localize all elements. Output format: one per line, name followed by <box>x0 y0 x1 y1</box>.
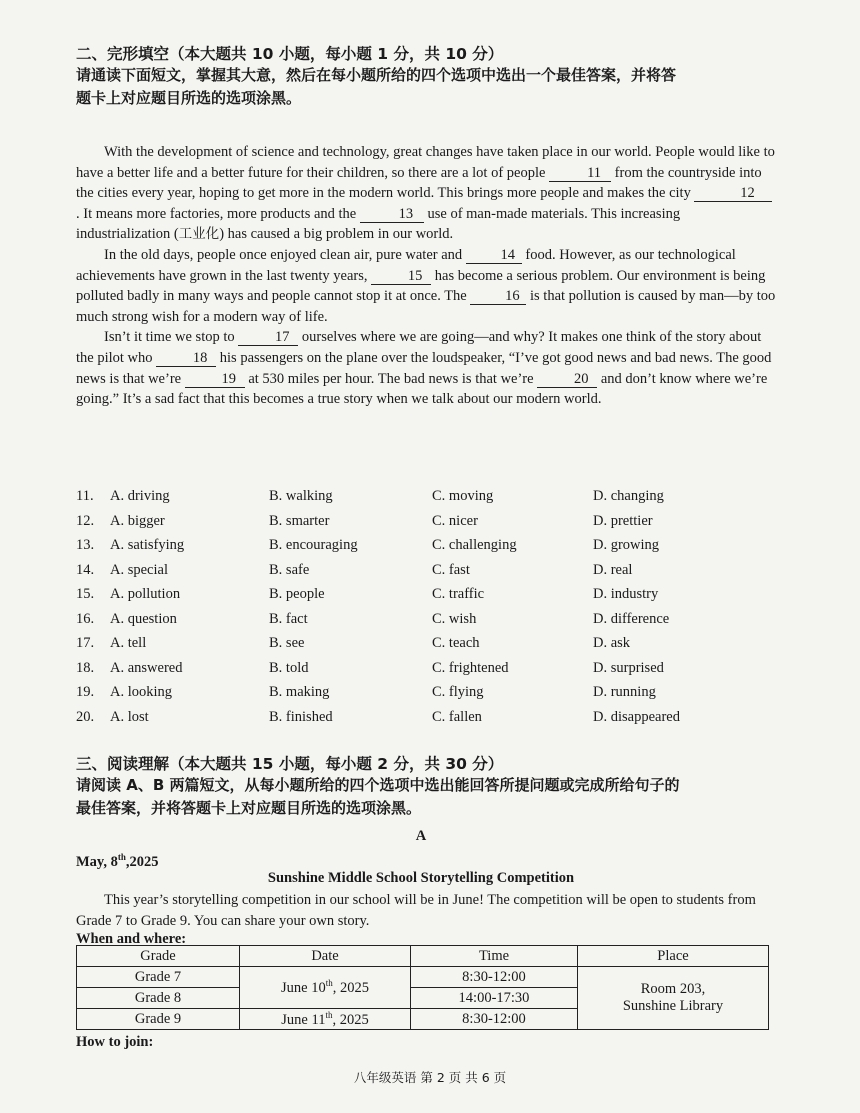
option-a: A. driving <box>110 488 170 504</box>
option-d: D. difference <box>593 610 670 627</box>
option-c: C. frightened <box>432 659 509 676</box>
date-year: , 2025 <box>332 979 369 996</box>
section-2-instruction-line-2: 题卡上对应题目所选的选项涂黑。 <box>76 89 302 107</box>
passage-label: A <box>415 828 427 844</box>
option-c: C. challenging <box>432 537 517 553</box>
option-row <box>76 537 776 562</box>
option-d: D. running <box>593 684 656 700</box>
blank-17: 17 <box>238 329 298 346</box>
option-a: A. satisfying <box>110 537 185 553</box>
option-d: D. industry <box>593 586 659 602</box>
option-b: B. walking <box>269 488 333 504</box>
blank-15: 15 <box>371 268 431 285</box>
notice-intro-text: This year’s storytelling competition in our school will be in June! The competition will be open to students from Grade 7 to Grade 9. You can share your own story. <box>76 892 756 929</box>
option-a: A. special <box>110 561 168 578</box>
blank-11: 11 <box>549 165 611 182</box>
notice-intro <box>76 890 776 931</box>
date-text: June 11 <box>281 1011 326 1028</box>
option-row <box>76 611 776 636</box>
option-row <box>76 586 776 611</box>
option-b: B. making <box>269 684 330 700</box>
date-year: , 2025 <box>332 1011 369 1028</box>
cell-place <box>578 967 769 1030</box>
date-sup: th <box>325 1009 333 1020</box>
option-d: D. prettier <box>593 512 653 529</box>
option-row <box>76 684 776 709</box>
section-3-instruction-line-1: 请阅读 A、B 两篇短文，从每小题所给的四个选项中选出能回答所提问题或完成所给句子的 <box>76 776 680 794</box>
option-a: A. question <box>110 610 177 627</box>
option-d: D. disappeared <box>593 708 680 725</box>
question-number: 12. <box>76 512 95 529</box>
cloze-text: In the old days, people once enjoyed clean air, pure water and <box>104 246 466 263</box>
date-text: June 10 <box>281 979 326 996</box>
question-number: 19. <box>76 684 95 700</box>
option-c: C. teach <box>432 635 480 651</box>
section-3-instruction <box>76 774 766 820</box>
header-date: Date <box>240 946 411 967</box>
cloze-text: is that pollution is caused by man—by too much strong wish for a modern way of life. <box>76 288 776 325</box>
date-sup: th <box>117 852 126 862</box>
question-number: 18. <box>76 659 95 676</box>
date-text: May, 8 <box>76 853 118 870</box>
option-a: A. bigger <box>110 512 165 529</box>
option-c: C. wish <box>432 610 477 627</box>
option-c: C. fallen <box>432 708 482 725</box>
cell-time: 8:30-12:00 <box>411 967 578 988</box>
option-b: B. smarter <box>269 512 330 529</box>
header-grade: Grade <box>77 946 240 967</box>
option-b: B. safe <box>269 561 310 578</box>
place-line-1: Room 203, <box>640 981 706 997</box>
blank-14: 14 <box>466 247 522 264</box>
option-a: A. tell <box>110 635 147 651</box>
cell-grade: Grade 9 <box>77 1009 240 1030</box>
option-b: B. told <box>269 659 309 676</box>
cloze-text: ourselves where we are going—and why? It makes one think of the story about the pilot who <box>76 329 762 366</box>
when-where-label: When and where: <box>76 931 187 947</box>
option-b: B. finished <box>269 708 333 725</box>
option-row <box>76 660 776 685</box>
cloze-passage <box>76 142 776 410</box>
option-c: C. traffic <box>432 586 485 602</box>
option-d: D. real <box>593 561 633 578</box>
cell-grade: Grade 7 <box>77 967 240 988</box>
cloze-text: has become a serious problem. Our environment is being polluted badly in many ways and people cannot stop it at once. The <box>76 267 766 305</box>
blank-12: 12 <box>694 185 772 202</box>
option-b: B. people <box>269 586 325 602</box>
option-a: A. lost <box>110 708 149 725</box>
option-d: D. changing <box>593 488 664 504</box>
cloze-text-chinese: 工业化 <box>178 226 220 243</box>
blank-13: 13 <box>360 206 424 223</box>
table-header-row <box>77 946 769 967</box>
cloze-text: his passengers on the plane over the loudspeaker, “I’ve got good news and bad news. The good news is that we’re <box>76 349 772 387</box>
cloze-text: With the development of science and technology, great changes have taken place in our world. People would like to have a better life and a better future for their children, so there are a lot of people <box>76 144 775 181</box>
blank-20: 20 <box>537 371 597 388</box>
option-row <box>76 562 776 587</box>
option-row <box>76 488 776 513</box>
option-d: D. growing <box>593 537 660 553</box>
header-place: Place <box>578 946 769 967</box>
header-time: Time <box>411 946 578 967</box>
cloze-paragraph-3 <box>76 327 776 409</box>
blank-18: 18 <box>156 350 216 367</box>
section-2-heading: 二、完形填空（本大题共 10 小题，每小题 1 分，共 10 分） <box>76 45 504 63</box>
blank-19: 19 <box>185 371 245 388</box>
option-a: A. pollution <box>110 586 181 602</box>
option-b: B. see <box>269 635 305 651</box>
section-2-instruction-line-1: 请通读下面短文，掌握其大意，然后在每小题所给的四个选项中选出一个最佳答案，并将答 <box>76 66 677 84</box>
cell-time: 14:00-17:30 <box>411 988 578 1009</box>
option-c: C. flying <box>432 684 484 700</box>
option-row <box>76 709 776 734</box>
section-3-instruction-line-2: 最佳答案，并将答题卡上对应题目所选的选项涂黑。 <box>76 799 422 817</box>
question-number: 17. <box>76 635 95 651</box>
question-number: 16. <box>76 610 95 627</box>
cloze-text: and don’t know where we’re going.” It’s a sad fact that this becomes a true story when we talk about our modern world. <box>76 370 768 408</box>
cell-grade: Grade 8 <box>77 988 240 1009</box>
option-row <box>76 635 776 660</box>
option-b: B. encouraging <box>269 537 358 553</box>
option-b: B. fact <box>269 610 308 627</box>
option-a: A. answered <box>110 659 183 676</box>
question-number: 13. <box>76 537 95 553</box>
place-line-2: Sunshine Library <box>622 998 724 1014</box>
date-year: ,2025 <box>125 853 159 870</box>
question-number: 14. <box>76 561 95 578</box>
option-a: A. looking <box>110 684 173 700</box>
cloze-text: use of man-made materials. This increasing industrialization ( <box>76 205 681 243</box>
section-3-heading: 三、阅读理解（本大题共 15 小题，每小题 2 分，共 30 分） <box>76 755 504 773</box>
notice-title: Sunshine Middle School Storytelling Competition <box>267 870 575 886</box>
section-2-instruction <box>76 64 766 110</box>
cloze-text: from the countryside into the cities every year, hoping to get more in the modern world. This brings more people and makes the city <box>76 164 762 202</box>
cloze-text: food. However, as our technological achievements have grown in the last twenty years, <box>76 246 736 284</box>
option-c: C. nicer <box>432 512 478 529</box>
blank-16: 16 <box>470 288 526 305</box>
page-footer: 八年级英语 第 2 页 共 6 页 <box>353 1070 507 1085</box>
cell-date <box>240 967 411 1009</box>
cloze-text: Isn’t it time we stop to <box>104 329 239 346</box>
option-c: C. fast <box>432 561 470 578</box>
cloze-paragraph-1 <box>76 142 776 245</box>
cell-date <box>240 1009 411 1030</box>
notice-date <box>76 852 159 871</box>
cell-time: 8:30-12:00 <box>411 1009 578 1030</box>
cloze-options <box>76 488 776 733</box>
option-c: C. moving <box>432 488 494 504</box>
question-number: 15. <box>76 586 95 602</box>
cloze-text: . It means more factories, more products and the <box>76 205 360 222</box>
question-number: 11. <box>76 488 94 504</box>
option-row <box>76 513 776 538</box>
table-row <box>77 967 769 988</box>
date-sup: th <box>325 978 333 989</box>
cloze-paragraph-2 <box>76 245 776 327</box>
option-d: D. ask <box>593 635 631 651</box>
option-d: D. surprised <box>593 659 664 676</box>
schedule-table <box>76 945 769 1030</box>
question-number: 20. <box>76 708 95 725</box>
cloze-text: at 530 miles per hour. The bad news is that we’re <box>244 370 538 387</box>
how-to-join-label: How to join: <box>76 1034 154 1050</box>
cloze-text: ) has caused a big problem in our world. <box>219 226 454 243</box>
